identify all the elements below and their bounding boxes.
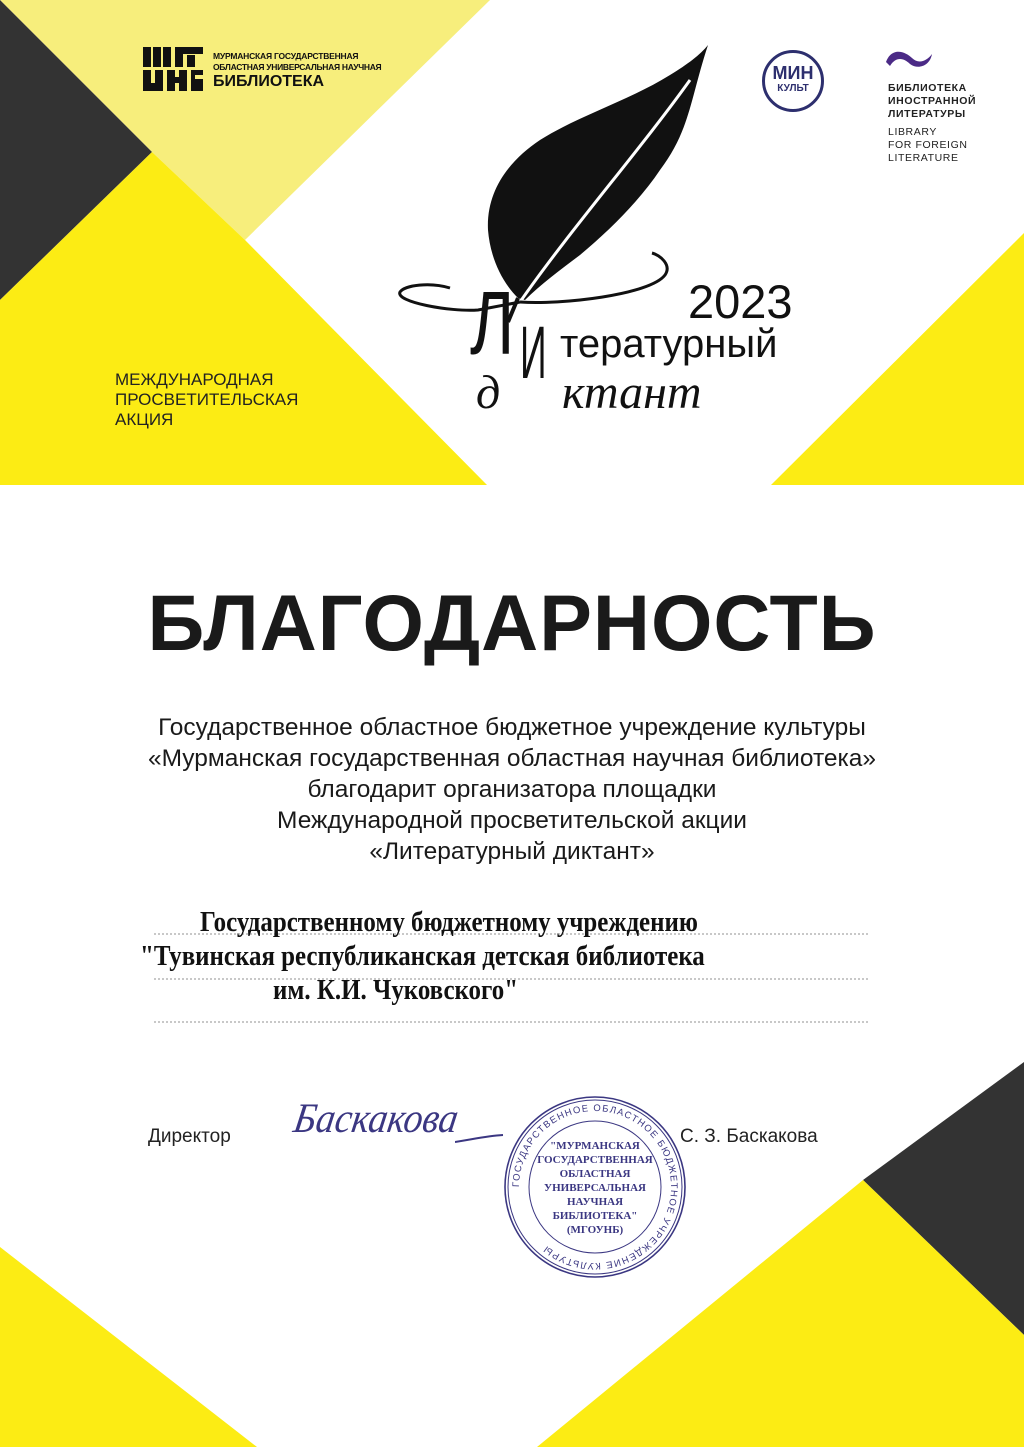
signature-stroke: [455, 1130, 505, 1150]
recipient-dotted-line: [154, 1021, 868, 1023]
mgounb-logo: [143, 47, 383, 92]
foreign-library-wave-icon: [884, 48, 934, 68]
stamp-center-line: ОБЛАСТНАЯ: [559, 1168, 631, 1180]
certificate-body: [0, 712, 1024, 867]
minkult-logo-top: МИН: [772, 63, 814, 83]
body-line: Государственное областное бюджетное учреждение культуры: [158, 714, 866, 741]
stamp-center-line: (МГОУНБ): [566, 1224, 624, 1236]
recipient-line: "Тувинская республиканская детская библиотека: [140, 940, 705, 972]
stamp-center-line: НАУЧНАЯ: [566, 1196, 624, 1208]
event-tagline-line: АКЦИЯ: [115, 410, 174, 429]
official-stamp: [500, 1092, 690, 1282]
event-logo-word1: тературный: [560, 322, 778, 366]
stamp-ring-text: ГОСУДАРСТВЕННОЕ ОБЛАСТНОЕ БЮДЖЕТНОЕ УЧРЕЖДЕНИЕ КУЛЬТУРЫ: [510, 1102, 680, 1272]
recipient-line: Государственному бюджетному учреждению: [200, 906, 698, 938]
foreign-library-ru-line: БИБЛИОТЕКА: [888, 82, 967, 94]
body-line: «Мурманская государственная областная научная библиотека»: [147, 745, 877, 772]
foreign-library-ru-line: ИНОСТРАННОЙ: [888, 95, 977, 107]
body-line: «Литературный диктант»: [369, 838, 655, 865]
certificate-title: БЛАГОДАРНОСТЬ: [147, 578, 877, 667]
mgounb-logo-mark: [143, 47, 205, 91]
recipient-line: им. К.И. Чуковского": [273, 974, 519, 1006]
event-tagline: [115, 370, 298, 430]
foreign-library-en-line: LITERATURE: [888, 152, 959, 164]
event-logo-big-i: И: [520, 311, 547, 394]
mgounb-logo-line2: ОБЛАСТНАЯ УНИВЕРСАЛЬНАЯ НАУЧНАЯ: [213, 62, 382, 72]
body-line: благодарит организатора площадки: [307, 776, 717, 803]
event-logo: [470, 274, 810, 422]
event-logo-word2-start: д: [476, 366, 501, 419]
foreign-library-en-line: LIBRARY: [888, 126, 937, 138]
handwritten-signature: Баскакова: [290, 1096, 462, 1142]
event-tagline-line: МЕЖДУНАРОДНАЯ: [115, 370, 274, 389]
event-logo-word2: ктант: [562, 366, 702, 419]
stamp-center-line: ГОСУДАРСТВЕННАЯ: [537, 1154, 653, 1166]
event-logo-big-l: Л: [470, 274, 515, 374]
foreign-library-ru-line: ЛИТЕРАТУРЫ: [888, 108, 966, 120]
yellow-triangle-bottom-left: [0, 1247, 257, 1447]
signer-name: С. З. Баскакова: [680, 1126, 818, 1147]
stamp-center-line: "МУРМАНСКАЯ: [550, 1140, 640, 1152]
foreign-library-logo: [888, 82, 976, 165]
body-line: Международной просветительской акции: [277, 807, 747, 834]
foreign-library-en-line: FOR FOREIGN: [888, 139, 968, 151]
event-tagline-line: ПРОСВЕТИТЕЛЬСКАЯ: [115, 390, 299, 409]
minkult-logo: [762, 50, 824, 112]
mgounb-logo-line1: МУРМАНСКАЯ ГОСУДАРСТВЕННАЯ: [213, 51, 359, 61]
stamp-center-line: БИБЛИОТЕКА": [552, 1210, 638, 1222]
mgounb-logo-line3: БИБЛИОТЕКА: [213, 73, 325, 90]
signer-position: Директор: [148, 1126, 231, 1147]
stamp-center-line: УНИВЕРСАЛЬНАЯ: [544, 1182, 646, 1194]
minkult-logo-bottom: КУЛЬТ: [777, 83, 809, 94]
event-year: 2023: [688, 275, 793, 328]
